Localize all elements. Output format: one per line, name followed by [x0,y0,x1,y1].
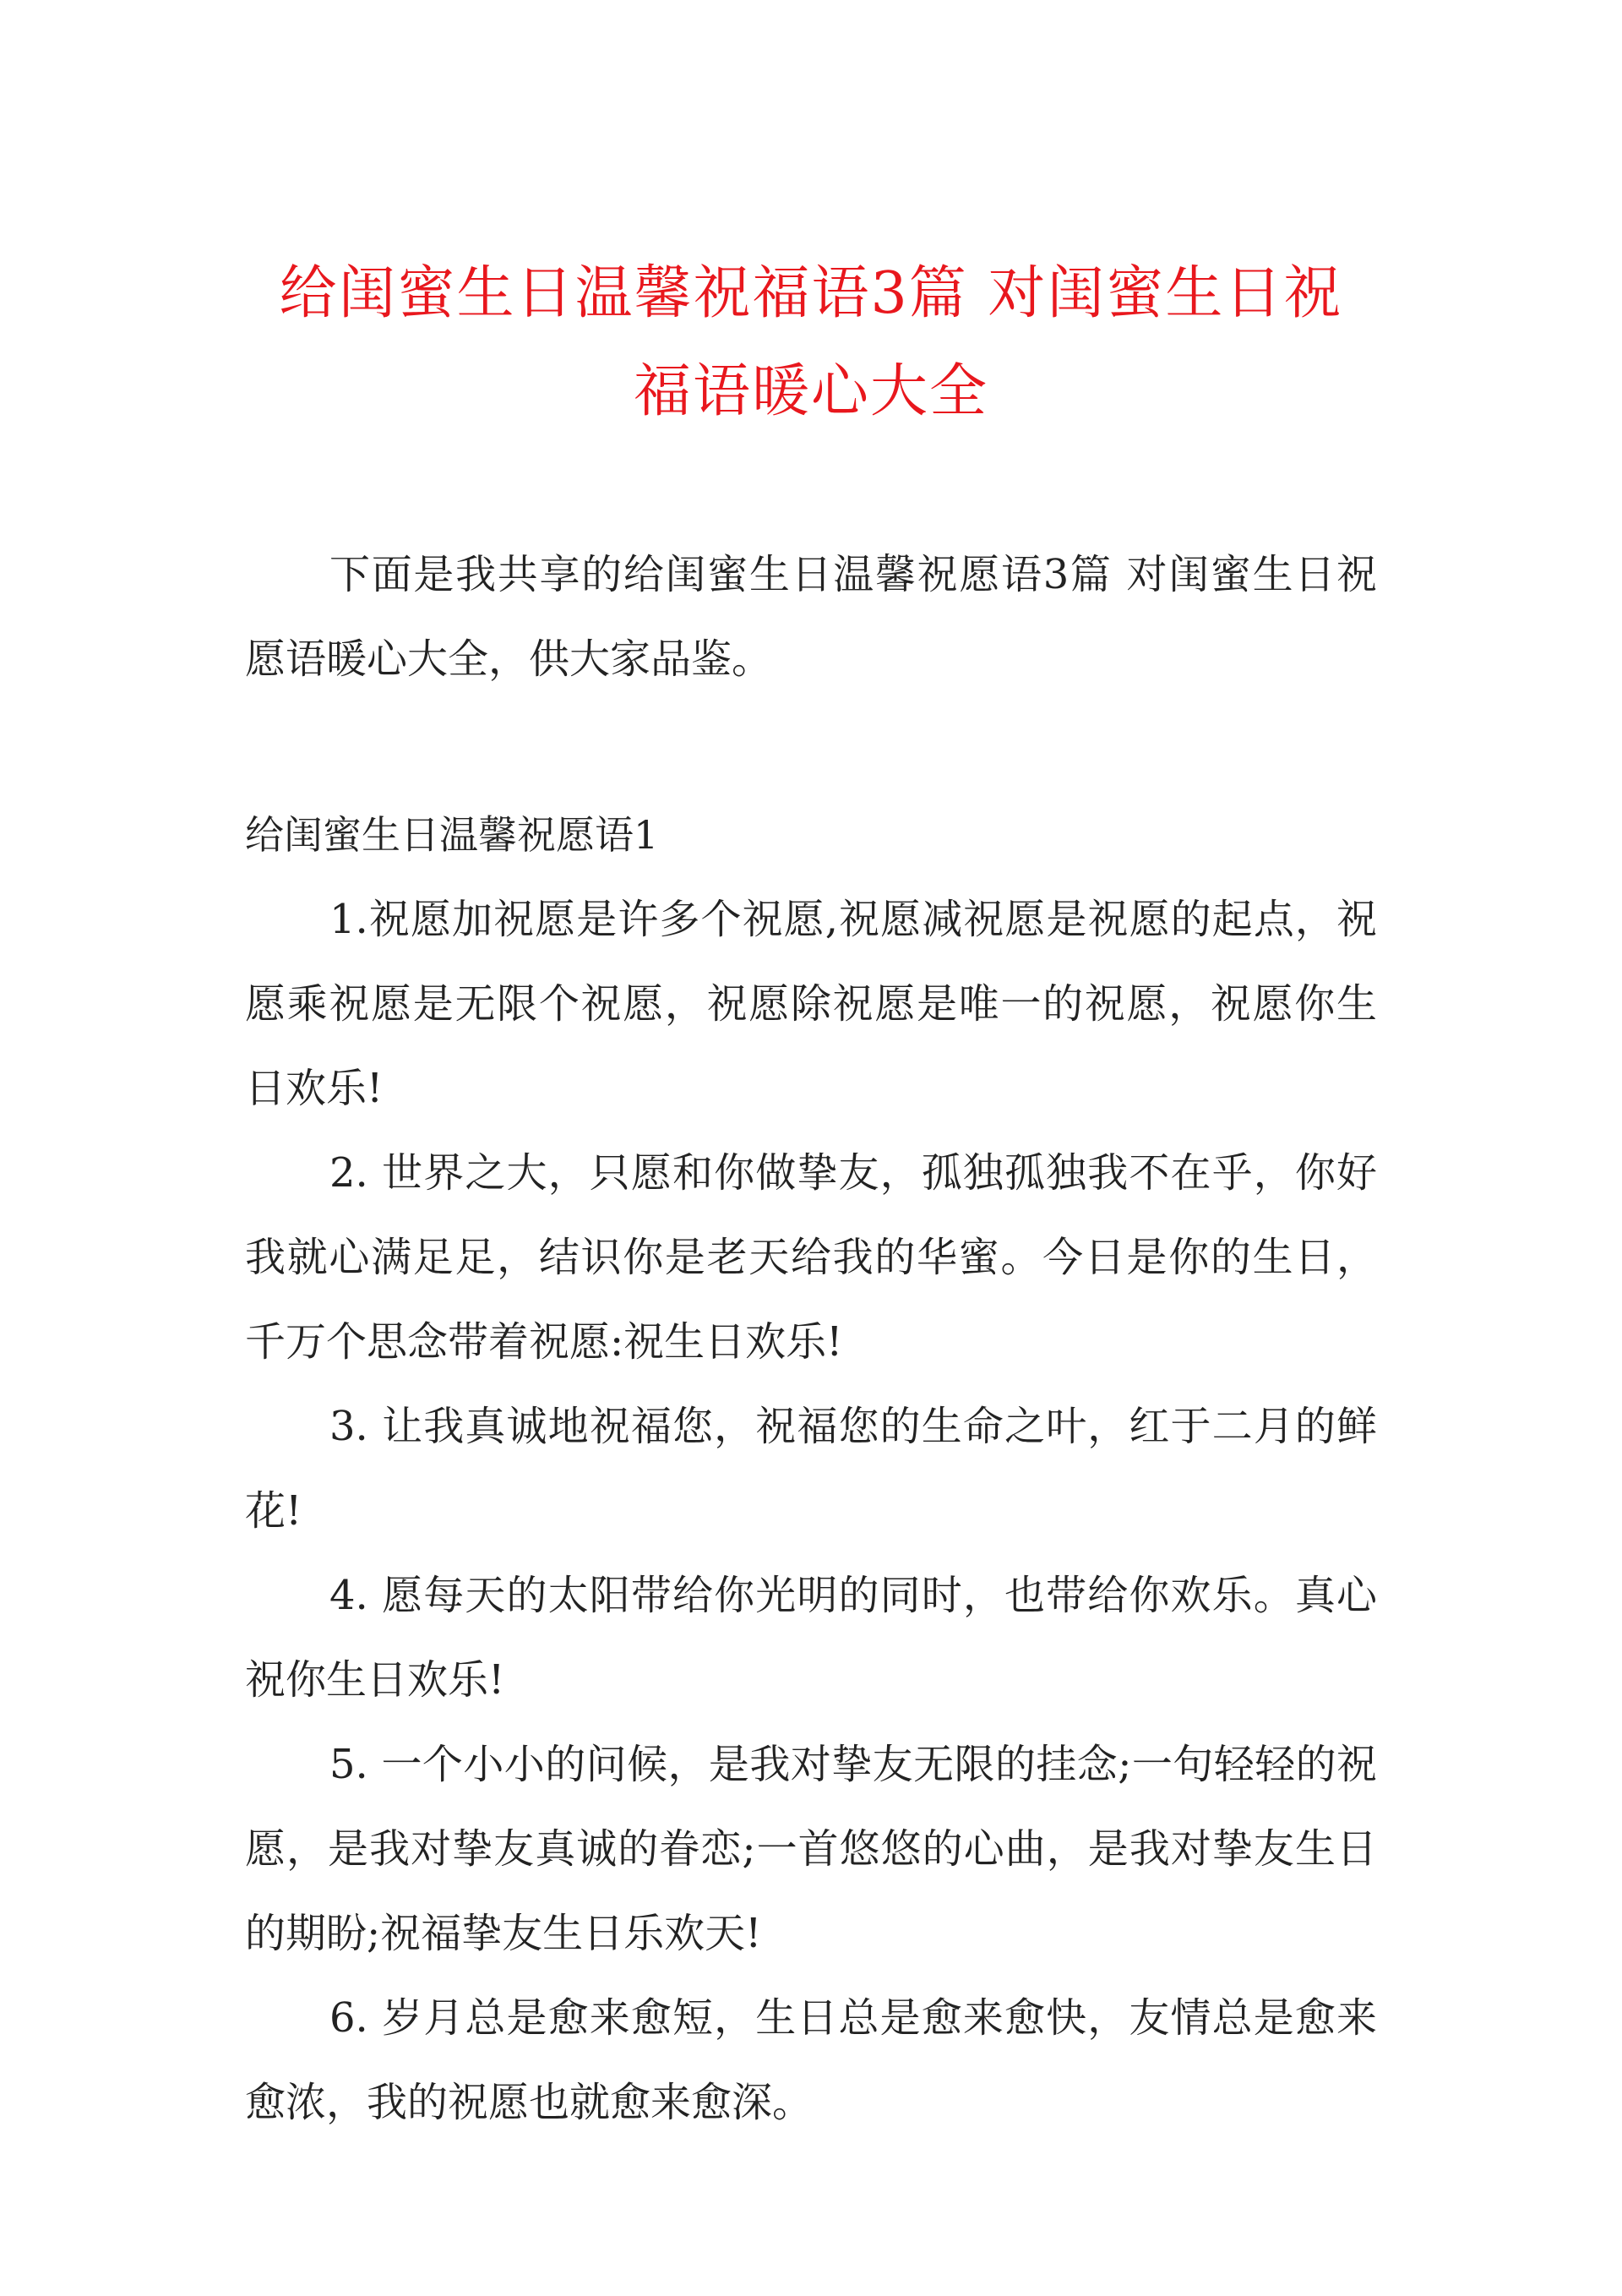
wish-paragraph-2: 2. 世界之大，只愿和你做挚友，孤独孤独我不在乎，你好我就心满足足，结识你是老天给我的华蜜。今日是你的生日，千万个思念带着祝愿:祝生日欢乐! [245,1149,1377,1366]
document-title [245,245,1377,441]
wish-paragraph-1: 1.祝愿加祝愿是许多个祝愿,祝愿减祝愿是祝愿的起点，祝愿乘祝愿是无限个祝愿，祝愿除祝愿是唯一的祝愿，祝愿你生日欢乐! [245,896,1377,1112]
document-content [245,245,1377,2145]
title-line-2: 福语暖心大全 [633,358,988,425]
wish-paragraph-4: 4. 愿每天的太阳带给你光明的同时，也带给你欢乐。真心祝你生日欢乐! [245,1572,1377,1704]
wish-paragraph-5: 5. 一个小小的问候，是我对挚友无限的挂念;一句轻轻的祝愿，是我对挚友真诚的眷恋;一首悠悠的心曲，是我对挚友生日的期盼;祝福挚友生日乐欢天! [245,1741,1377,1957]
intro-paragraph: 下面是我共享的给闺蜜生日温馨祝愿语3篇 对闺蜜生日祝愿语暖心大全，供大家品鉴。 [245,551,1377,683]
wish-paragraph-3: 3. 让我真诚地祝福您，祝福您的生命之叶，红于二月的鲜花! [245,1403,1377,1535]
section-heading: 给闺蜜生日温馨祝愿语1 [245,812,659,858]
wish-paragraph-6: 6. 岁月总是愈来愈短，生日总是愈来愈快，友情总是愈来愈浓，我的祝愿也就愈来愈深。 [245,1994,1377,2126]
title-line-1: 给闺蜜生日温馨祝福语3篇 对闺蜜生日祝 [279,260,1343,327]
